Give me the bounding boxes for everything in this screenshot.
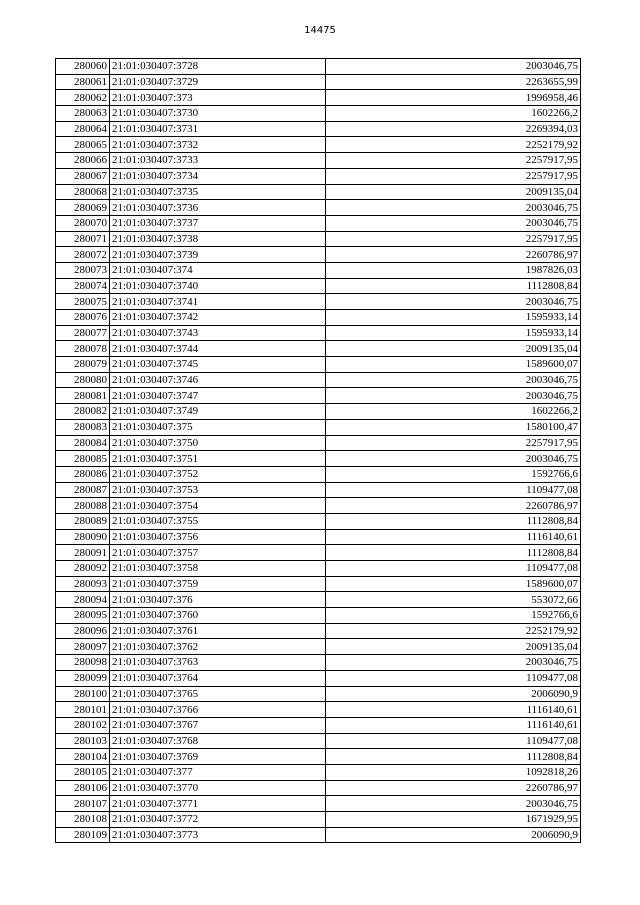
table-row (56, 278, 581, 294)
cadastral-number-cell: 21:01:030407:3743 (110, 325, 326, 341)
row-number-cell: 280068 (56, 184, 110, 200)
cadastral-number-cell: 21:01:030407:3763 (110, 655, 326, 671)
row-number-cell: 280082 (56, 404, 110, 420)
table-row (56, 576, 581, 592)
cadastral-number-cell: 21:01:030407:3734 (110, 168, 326, 184)
cadastral-value-cell: 2257917,95 (326, 168, 581, 184)
cadastral-value-cell: 2003046,75 (326, 796, 581, 812)
cadastral-number-cell: 21:01:030407:376 (110, 592, 326, 608)
cadastral-number-cell: 21:01:030407:3746 (110, 372, 326, 388)
row-number-cell: 280060 (56, 59, 110, 75)
table-row (56, 827, 581, 843)
cadastral-value-cell: 2006090,9 (326, 686, 581, 702)
cadastral-number-cell: 21:01:030407:3740 (110, 278, 326, 294)
row-number-cell: 280070 (56, 215, 110, 231)
table-row (56, 451, 581, 467)
row-number-cell: 280083 (56, 419, 110, 435)
page-number: 14475 (304, 25, 336, 36)
cadastral-value-cell: 553072,66 (326, 592, 581, 608)
row-number-cell: 280073 (56, 262, 110, 278)
cadastral-number-cell: 21:01:030407:3767 (110, 717, 326, 733)
row-number-cell: 280088 (56, 498, 110, 514)
row-number-cell: 280061 (56, 74, 110, 90)
cadastral-value-cell: 2003046,75 (326, 294, 581, 310)
table-row (56, 670, 581, 686)
row-number-cell: 280064 (56, 121, 110, 137)
table-body (56, 59, 581, 843)
cadastral-number-cell: 21:01:030407:3753 (110, 482, 326, 498)
row-number-cell: 280099 (56, 670, 110, 686)
row-number-cell: 280081 (56, 388, 110, 404)
table-row (56, 623, 581, 639)
row-number-cell: 280079 (56, 357, 110, 373)
row-number-cell: 280091 (56, 545, 110, 561)
cadastral-value-cell: 1996958,46 (326, 90, 581, 106)
cadastral-value-cell: 2009135,04 (326, 341, 581, 357)
cadastral-number-cell: 21:01:030407:3745 (110, 357, 326, 373)
cadastral-number-cell: 21:01:030407:3736 (110, 200, 326, 216)
row-number-cell: 280093 (56, 576, 110, 592)
table-row (56, 310, 581, 326)
cadastral-value-cell: 1602266,2 (326, 404, 581, 420)
table-row (56, 388, 581, 404)
table-row (56, 137, 581, 153)
table-row (56, 341, 581, 357)
table-row (56, 184, 581, 200)
row-number-cell: 280094 (56, 592, 110, 608)
cadastral-value-cell: 1092818,26 (326, 764, 581, 780)
cadastral-value-cell: 2257917,95 (326, 153, 581, 169)
table-row (56, 482, 581, 498)
row-number-cell: 280080 (56, 372, 110, 388)
cadastral-number-cell: 21:01:030407:3765 (110, 686, 326, 702)
cadastral-number-cell: 21:01:030407:3758 (110, 561, 326, 577)
row-number-cell: 280069 (56, 200, 110, 216)
cadastral-value-cell: 1109477,08 (326, 561, 581, 577)
cadastral-number-cell: 21:01:030407:3773 (110, 827, 326, 843)
table-row (56, 608, 581, 624)
cadastral-value-cell: 1589600,07 (326, 357, 581, 373)
cadastral-value-cell: 2003046,75 (326, 200, 581, 216)
table-row (56, 200, 581, 216)
cadastral-value-cell: 2260786,97 (326, 247, 581, 263)
cadastral-number-cell: 21:01:030407:3728 (110, 59, 326, 75)
cadastral-value-cell: 1116140,61 (326, 717, 581, 733)
table-row (56, 466, 581, 482)
table-row (56, 812, 581, 828)
table-row (56, 780, 581, 796)
table-row (56, 294, 581, 310)
table-row (56, 796, 581, 812)
row-number-cell: 280065 (56, 137, 110, 153)
cadastral-value-cell: 1671929,95 (326, 812, 581, 828)
cadastral-value-cell: 1589600,07 (326, 576, 581, 592)
cadastral-value-cell: 1592766,6 (326, 608, 581, 624)
row-number-cell: 280072 (56, 247, 110, 263)
cadastral-number-cell: 21:01:030407:3744 (110, 341, 326, 357)
cadastral-number-cell: 21:01:030407:3757 (110, 545, 326, 561)
row-number-cell: 280062 (56, 90, 110, 106)
table-row (56, 545, 581, 561)
row-number-cell: 280089 (56, 513, 110, 529)
row-number-cell: 280066 (56, 153, 110, 169)
row-number-cell: 280109 (56, 827, 110, 843)
table-row (56, 513, 581, 529)
row-number-cell: 280098 (56, 655, 110, 671)
cadastral-value-cell: 1580100,47 (326, 419, 581, 435)
row-number-cell: 280096 (56, 623, 110, 639)
cadastral-number-cell: 21:01:030407:3742 (110, 310, 326, 326)
cadastral-number-cell: 21:01:030407:3739 (110, 247, 326, 263)
cadastral-number-cell: 21:01:030407:3769 (110, 749, 326, 765)
cadastral-value-cell: 2252179,92 (326, 623, 581, 639)
cadastral-number-cell: 21:01:030407:3756 (110, 529, 326, 545)
cadastral-number-cell: 21:01:030407:3730 (110, 106, 326, 122)
cadastral-value-table (55, 58, 581, 843)
row-number-cell: 280084 (56, 435, 110, 451)
cadastral-value-cell: 1109477,08 (326, 670, 581, 686)
cadastral-number-cell: 21:01:030407:3729 (110, 74, 326, 90)
cadastral-number-cell: 21:01:030407:3733 (110, 153, 326, 169)
cadastral-number-cell: 21:01:030407:3766 (110, 702, 326, 718)
cadastral-value-cell: 2003046,75 (326, 655, 581, 671)
table-row (56, 357, 581, 373)
cadastral-number-cell: 21:01:030407:3768 (110, 733, 326, 749)
cadastral-number-cell: 21:01:030407:3760 (110, 608, 326, 624)
table-row (56, 404, 581, 420)
table-row (56, 592, 581, 608)
table-row (56, 372, 581, 388)
row-number-cell: 280108 (56, 812, 110, 828)
table-row (56, 749, 581, 765)
cadastral-value-cell: 1109477,08 (326, 733, 581, 749)
table-row (56, 639, 581, 655)
cadastral-number-cell: 21:01:030407:3751 (110, 451, 326, 467)
table-row (56, 215, 581, 231)
cadastral-number-cell: 21:01:030407:3771 (110, 796, 326, 812)
row-number-cell: 280104 (56, 749, 110, 765)
cadastral-number-cell: 21:01:030407:3732 (110, 137, 326, 153)
table-row (56, 655, 581, 671)
cadastral-value-cell: 2257917,95 (326, 435, 581, 451)
cadastral-value-cell: 1112808,84 (326, 513, 581, 529)
cadastral-number-cell: 21:01:030407:3741 (110, 294, 326, 310)
table-row (56, 686, 581, 702)
row-number-cell: 280102 (56, 717, 110, 733)
cadastral-number-cell: 21:01:030407:3752 (110, 466, 326, 482)
row-number-cell: 280101 (56, 702, 110, 718)
cadastral-value-cell: 1116140,61 (326, 702, 581, 718)
table-row (56, 262, 581, 278)
cadastral-number-cell: 21:01:030407:3738 (110, 231, 326, 247)
cadastral-value-cell: 2263655,99 (326, 74, 581, 90)
row-number-cell: 280071 (56, 231, 110, 247)
table-row (56, 419, 581, 435)
cadastral-value-cell: 2009135,04 (326, 639, 581, 655)
row-number-cell: 280097 (56, 639, 110, 655)
cadastral-value-cell: 1602266,2 (326, 106, 581, 122)
cadastral-value-cell: 2257917,95 (326, 231, 581, 247)
cadastral-value-cell: 1112808,84 (326, 749, 581, 765)
cadastral-number-cell: 21:01:030407:3770 (110, 780, 326, 796)
cadastral-number-cell: 21:01:030407:3737 (110, 215, 326, 231)
table-row (56, 231, 581, 247)
table-row (56, 59, 581, 75)
row-number-cell: 280087 (56, 482, 110, 498)
cadastral-value-cell: 2260786,97 (326, 780, 581, 796)
table-row (56, 325, 581, 341)
cadastral-value-cell: 1112808,84 (326, 278, 581, 294)
cadastral-value-cell: 1109477,08 (326, 482, 581, 498)
cadastral-number-cell: 21:01:030407:3772 (110, 812, 326, 828)
table-row (56, 498, 581, 514)
table-row (56, 435, 581, 451)
row-number-cell: 280063 (56, 106, 110, 122)
cadastral-number-cell: 21:01:030407:377 (110, 764, 326, 780)
cadastral-value-cell: 1592766,6 (326, 466, 581, 482)
cadastral-number-cell: 21:01:030407:373 (110, 90, 326, 106)
row-number-cell: 280090 (56, 529, 110, 545)
cadastral-number-cell: 21:01:030407:374 (110, 262, 326, 278)
table-row (56, 90, 581, 106)
row-number-cell: 280107 (56, 796, 110, 812)
table-row (56, 561, 581, 577)
cadastral-value-cell: 2003046,75 (326, 59, 581, 75)
cadastral-value-cell: 1595933,14 (326, 325, 581, 341)
cadastral-value-cell: 2003046,75 (326, 372, 581, 388)
table-row (56, 247, 581, 263)
row-number-cell: 280105 (56, 764, 110, 780)
cadastral-number-cell: 21:01:030407:3764 (110, 670, 326, 686)
row-number-cell: 280085 (56, 451, 110, 467)
cadastral-value-cell: 1112808,84 (326, 545, 581, 561)
cadastral-number-cell: 21:01:030407:3759 (110, 576, 326, 592)
table-row (56, 529, 581, 545)
cadastral-number-cell: 21:01:030407:3747 (110, 388, 326, 404)
cadastral-number-cell: 21:01:030407:375 (110, 419, 326, 435)
row-number-cell: 280078 (56, 341, 110, 357)
cadastral-value-cell: 2252179,92 (326, 137, 581, 153)
table-row (56, 121, 581, 137)
cadastral-value-cell: 2003046,75 (326, 451, 581, 467)
table-row (56, 106, 581, 122)
table-row (56, 168, 581, 184)
row-number-cell: 280095 (56, 608, 110, 624)
table-row (56, 153, 581, 169)
cadastral-number-cell: 21:01:030407:3754 (110, 498, 326, 514)
table-row (56, 717, 581, 733)
row-number-cell: 280067 (56, 168, 110, 184)
cadastral-number-cell: 21:01:030407:3761 (110, 623, 326, 639)
cadastral-value-cell: 2009135,04 (326, 184, 581, 200)
cadastral-value-cell: 2003046,75 (326, 388, 581, 404)
cadastral-number-cell: 21:01:030407:3762 (110, 639, 326, 655)
cadastral-value-cell: 1116140,61 (326, 529, 581, 545)
table-row (56, 733, 581, 749)
cadastral-value-cell: 2269394,03 (326, 121, 581, 137)
cadastral-number-cell: 21:01:030407:3755 (110, 513, 326, 529)
cadastral-value-cell: 2003046,75 (326, 215, 581, 231)
row-number-cell: 280103 (56, 733, 110, 749)
row-number-cell: 280074 (56, 278, 110, 294)
cadastral-value-cell: 1987826,03 (326, 262, 581, 278)
table-row (56, 74, 581, 90)
row-number-cell: 280106 (56, 780, 110, 796)
cadastral-value-cell: 2260786,97 (326, 498, 581, 514)
cadastral-value-cell: 2006090,9 (326, 827, 581, 843)
row-number-cell: 280100 (56, 686, 110, 702)
row-number-cell: 280075 (56, 294, 110, 310)
cadastral-number-cell: 21:01:030407:3749 (110, 404, 326, 420)
cadastral-value-cell: 1595933,14 (326, 310, 581, 326)
row-number-cell: 280086 (56, 466, 110, 482)
cadastral-number-cell: 21:01:030407:3731 (110, 121, 326, 137)
table-row (56, 764, 581, 780)
table-row (56, 702, 581, 718)
row-number-cell: 280092 (56, 561, 110, 577)
row-number-cell: 280076 (56, 310, 110, 326)
cadastral-number-cell: 21:01:030407:3735 (110, 184, 326, 200)
row-number-cell: 280077 (56, 325, 110, 341)
cadastral-number-cell: 21:01:030407:3750 (110, 435, 326, 451)
